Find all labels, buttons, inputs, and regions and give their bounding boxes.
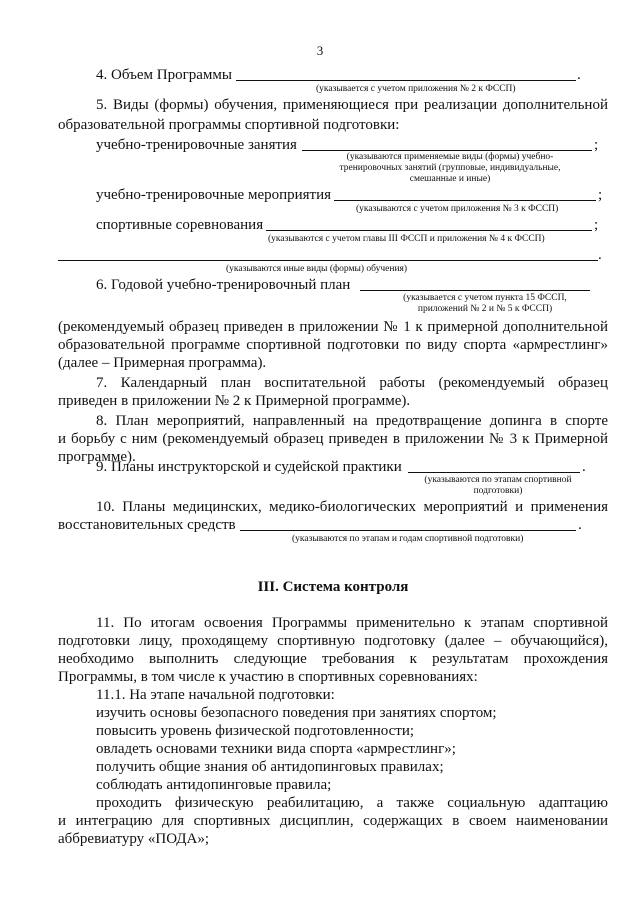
item-5-c-label: спортивные соревнования — [96, 217, 264, 233]
item-6-line-2: образовательной программе спортивной подготовки по виду спорта «армрестлинг» — [58, 337, 608, 353]
item-5-line-2: образовательной программы спортивной подготовки: — [58, 117, 400, 133]
item-11-line-2: подготовки лицу, проходящему спортивную подготовку (далее – обучающийся), — [58, 633, 608, 649]
item-4-end: . — [577, 67, 581, 83]
list-item: овладеть основами техники вида спорта «армрестлинг»; — [96, 741, 456, 757]
item-5-b-end: ; — [598, 187, 603, 203]
item-9-blank-line — [408, 472, 580, 473]
item-5-a-note-1: (указываются применяемые виды (формы) учебно- — [346, 152, 554, 162]
item-5-line-1: 5. Виды (формы) обучения, применяющиеся при реализации дополнительной — [96, 97, 608, 113]
item-6-line-3: (далее – Примерная программа). — [58, 355, 267, 371]
page-number: 3 — [316, 43, 324, 58]
item-4-label: 4. Объем Программы — [96, 67, 232, 83]
item-4-blank-line — [236, 80, 576, 81]
item-6-blank-line — [360, 290, 590, 291]
item-11-line-4: Программы, в том числе к участию в спортивных соревнованиях: — [58, 669, 478, 685]
item-9-label: 9. Планы инструкторской и судейской практики — [96, 459, 402, 475]
item-5-d-note: (указываются иные виды (формы) обучения) — [226, 264, 408, 274]
item-5-a-label: учебно-тренировочные занятия — [96, 137, 297, 153]
item-5-d-end: . — [598, 247, 602, 263]
item-8-line-1: 8. План мероприятий, направленный на предотвращение допинга в спорте — [96, 413, 608, 429]
list-item: соблюдать антидопинговые правила; — [96, 777, 332, 793]
item-7-line-2: приведен в приложении № 2 к Примерной программе). — [58, 393, 411, 409]
item-8-line-2: и борьбу с ним (рекомендуемый образец приведен в приложении № 3 к Примерной — [58, 431, 608, 447]
item-6-note-2: приложений № 2 и № 5 к ФССП) — [417, 304, 553, 314]
list-item: изучить основы безопасного поведения при занятиях спортом; — [96, 705, 497, 721]
item-5-b-note: (указываются с учетом приложения № 3 к ФССП) — [356, 204, 559, 214]
list-item-last-line-2: и интеграцию для спортивных дисциплин, содержащих в своем наименовании — [58, 813, 608, 829]
item-6-note-1: (указывается с учетом пункта 15 ФССП, — [403, 293, 567, 303]
item-9-note-1: (указываются по этапам спортивной — [424, 475, 572, 485]
list-item: получить общие знания об антидопинговых правилах; — [96, 759, 444, 775]
item-5-b-label: учебно-тренировочные мероприятия — [96, 187, 332, 203]
item-11-line-3: необходимо выполнить следующие требования к результатам прохождения — [58, 651, 608, 667]
item-4-note: (указывается с учетом приложения № 2 к ФССП) — [316, 84, 516, 94]
item-9-note-2: подготовки) — [473, 486, 523, 496]
item-5-c-blank-line — [266, 230, 592, 231]
item-5-d-blank-line — [58, 260, 598, 261]
item-5-a-note-3: смешанные и иные) — [409, 174, 491, 184]
item-10-blank-line — [240, 530, 576, 531]
list-item: повысить уровень физической подготовленности; — [96, 723, 415, 739]
item-6-line-1: (рекомендуемый образец приведен в приложении № 1 к примерной дополнительной — [58, 319, 608, 335]
item-5-c-note: (указываются с учетом главы III ФССП и приложения № 4 к ФССП) — [268, 234, 545, 244]
item-10-line-1: 10. Планы медицинских, медико-биологических мероприятий и применения — [96, 499, 608, 515]
item-10-line-2: восстановительных средств — [58, 517, 236, 533]
item-5-b-blank-line — [334, 200, 596, 201]
item-10-end: . — [578, 517, 582, 533]
item-11-line-1: 11. По итогам освоения Программы применительно к этапам спортивной — [96, 615, 608, 631]
item-7-line-1: 7. Календарный план воспитательной работы (рекомендуемый образец — [96, 375, 608, 391]
list-item-last-line-3: аббревиатуру «ПОДА»; — [58, 831, 210, 847]
item-6-label: 6. Годовой учебно-тренировочный план — [96, 277, 351, 293]
list-item-last-line-1: проходить физическую реабилитацию, а также социальную адаптацию — [96, 795, 608, 811]
item-5-a-end: ; — [594, 137, 599, 153]
item-5-a-note-2: тренировочных занятий (групповые, индивидуальные, — [339, 163, 561, 173]
item-8-line-3: программе). — [58, 449, 136, 465]
section-heading: III. Система контроля — [257, 579, 409, 595]
item-11-1-heading: 11.1. На этапе начальной подготовки: — [96, 687, 335, 703]
item-5-a-blank-line — [302, 150, 592, 151]
item-10-note: (указываются по этапам и годам спортивной подготовки) — [292, 534, 524, 544]
item-9-end: . — [582, 459, 586, 475]
item-5-c-end: ; — [594, 217, 599, 233]
